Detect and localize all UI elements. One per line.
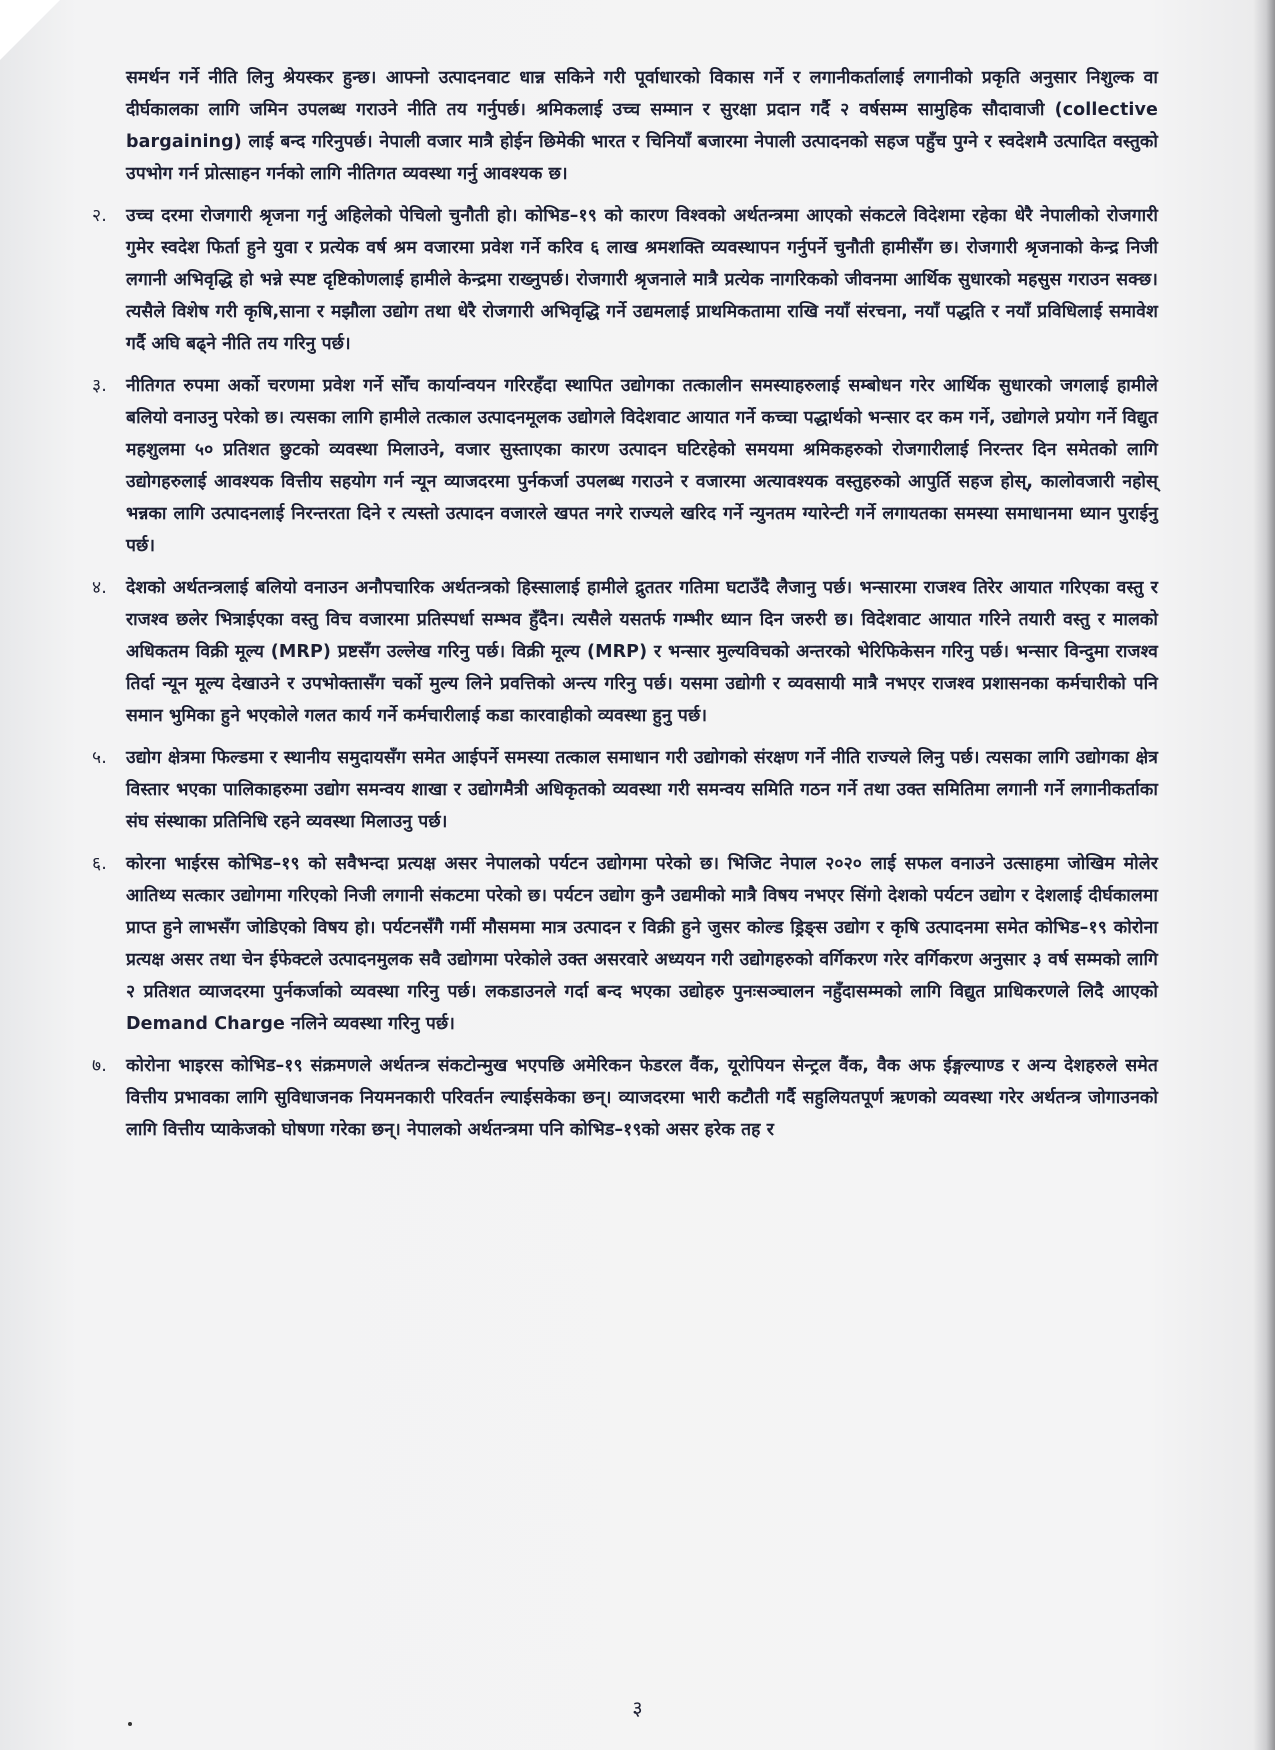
page-edge-shadow	[1253, 0, 1275, 1750]
list-item-7	[92, 1050, 1158, 1146]
item-text: देशको अर्थतन्त्रलाई बलियो वनाउन अनौपचारिक अर्थतन्त्रको हिस्सालाई हामीले द्रुततर गतिमा घटाउँदै लैजानु पर्छ। भन्सारमा राजश्व तिरेर आयात गरिएका वस्तु र राजश्व छलेर भित्राईएका वस्तु विच वजारमा प्रतिस्पर्धा सम्भव हुँदैन। त्यसैले यसतर्फ गम्भीर ध्यान दिन जरुरी छ। विदेशवाट आयात गरिने तयारी वस्तु र मालको अधिकतम विक्री मूल्य (MRP) प्रष्टसँग उल्लेख गरिनु पर्छ। विक्री मूल्य (MRP) र भन्सार मुल्यविचको अन्तरको भेरिफिकेसन गरिनु पर्छ। भन्सार विन्दुमा राजश्व तिर्दा न्यून मूल्य देखाउने र उपभोक्तासँग चर्को मुल्य लिने प्रवत्तिको अन्त्य गरिनु पर्छ। यसमा उद्योगी र व्यवसायी मात्रै नभएर राजश्व प्रशासनका कर्मचारीको पनि समान भुमिका हुने भएकोले गलत कार्य गर्ने कर्मचारीलाई कडा कारवाहीको व्यवस्था हुनु पर्छ।	[126, 578, 1158, 726]
item-number: २.	[92, 206, 107, 226]
item-text: उद्योग क्षेत्रमा फिल्डमा र स्थानीय समुदायसँग समेत आईपर्ने समस्या तत्काल समाधान गरी उद्योगको संरक्षण गर्ने नीति राज्यले लिनु पर्छ। त्यसका लागि उद्योगका क्षेत्र विस्तार भएका पालिकाहरुमा उद्योग समन्वय शाखा र उद्योगमैत्री अधिकृतको व्यवस्था गरी समन्वय समिति गठन गर्ने तथा उक्त समितिमा लगानी गर्ने लगानीकर्ताका संघ संस्थाका प्रतिनिधि रहने व्यवस्था मिलाउनु पर्छ।	[126, 748, 1158, 832]
item-number: ४.	[92, 578, 107, 598]
page-number: ३	[632, 1696, 643, 1720]
list-item-3	[92, 370, 1158, 562]
item-number: ५.	[92, 748, 107, 768]
list-item-5	[92, 742, 1158, 838]
item-text: कोरोना भाइरस कोभिड–१९ संक्रमणले अर्थतन्त्र संकटोन्मुख भएपछि अमेरिकन फेडरल वैंक, यूरोपियन सेन्ट्रल वैंक, वैक अफ ईङ्गल्याण्ड र अन्य देशहरुले समेत वित्तीय प्रभावका लागि सुविधाजनक नियमनकारी परिवर्तन ल्याईसकेका छन्। व्याजदरमा भारी कटौती गर्दै सहुलियतपूर्ण ऋणको व्यवस्था गरेर अर्थतन्त्र जोगाउनको लागि वित्तीय प्याकेजको घोषणा गरेका छन्। नेपालको अर्थतन्त्रमा पनि कोभिड–१९को असर हरेक तह र	[126, 1056, 1158, 1140]
item-text: नीतिगत रुपमा अर्को चरणमा प्रवेश गर्ने सोँच कार्यान्वयन गरिरहँदा स्थापित उद्योगका तत्कालीन समस्याहरुलाई सम्बोधन गरेर आर्थिक सुधारको जगलाई हामीले बलियो वनाउनु परेको छ। त्यसका लागि हामीले तत्काल उत्पादनमूलक उद्योगले विदेशवाट आयात गर्ने कच्चा पद्धार्थको भन्सार दर कम गर्ने, उद्योगले प्रयोग गर्ने विद्युत महशुलमा ५० प्रतिशत छुटको व्यवस्था मिलाउने, वजार सुस्ताएका कारण उत्पादन घटिरहेको समयमा श्रमिकहरुको रोजगारीलाई निरन्तर दिन समेतको लागि उद्योगहरुलाई आवश्यक वित्तीय सहयोग गर्न न्यून व्याजदरमा पुर्नकर्जा उपलब्ध गराउने र वजारमा अत्यावश्यक वस्तुहरुको आपुर्ति सहज होस्, कालोवजारी नहोस् भन्नका लागि उत्पादनलाई निरन्तरता दिने र त्यस्तो उत्पादन वजारले खपत नगरे राज्यले खरिद गर्ने न्युनतम ग्यारेन्टी गर्ने लगायतका समस्या समाधानमा ध्यान पुराईनु पर्छ।	[126, 376, 1158, 556]
scan-speck	[128, 1722, 132, 1726]
paragraph-text: समर्थन गर्ने नीति लिनु श्रेयस्कर हुन्छ। आफ्नो उत्पादनवाट धान्न सकिने गरी पूर्वाधारको विकास गर्ने र लगानीकर्तालाई लगानीको प्रकृति अनुसार निशुल्क वा दीर्घकालका लागि जमिन उपलब्ध गराउने नीति तय गर्नुपर्छ। श्रमिकलाई उच्च सम्मान र सुरक्षा प्रदान गर्दै २ वर्षसम्म सामुहिक सौदावाजी (collective bargaining) लाई बन्द गरिनुपर्छ। नेपाली वजार मात्रै होईन छिमेकी भारत र चिनियाँ बजारमा नेपाली उत्पादनको सहज पहुँच पुग्ने र स्वदेशमै उत्पादित वस्तुको उपभोग गर्न प्रोत्साहन गर्नको लागि नीतिगत व्यवस्था गर्नु आवश्यक छ।	[126, 68, 1158, 184]
list-item-6	[92, 848, 1158, 1040]
list-item-4	[92, 572, 1158, 732]
document-body	[92, 62, 1158, 1156]
item-number: ७.	[92, 1056, 107, 1076]
item-text: कोरना भाईरस कोभिड–१९ को सवैभन्दा प्रत्यक्ष असर नेपालको पर्यटन उद्योगमा परेको छ। भिजिट नेपाल २०२० लाई सफल वनाउने उत्साहमा जोखिम मोलेर आतिथ्य सत्कार उद्योगमा गरिएको निजी लगानी संकटमा परेको छ। पर्यटन उद्योग कुनै उद्यमीको मात्रै विषय नभएर सिंगो देशको पर्यटन उद्योग र देशलाई दीर्घकालमा प्राप्त हुने लाभसँग जोडिएको विषय हो। पर्यटनसँगै गर्मी मौसममा मात्र उत्पादन र विक्री हुने जुसर कोल्ड ड्रिङ्स उद्योग र कृषि उत्पादनमा समेत कोभिड–१९ कोरोना प्रत्यक्ष असर तथा चेन ईफेक्टले उत्पादनमुलक सवै उद्योगमा परेकोले उक्त असरवारे अध्ययन गरी उद्योगहरुको वर्गिकरण गरेर वर्गिकरण अनुसार ३ वर्ष सम्मको लागि २ प्रतिशत व्याजदरमा पुर्नकर्जाको व्यवस्था गरिनु पर्छ। लकडाउनले गर्दा बन्द भएका उद्योहरु पुनःसञ्चालन नहुँदासम्मको लागि विद्युत प्राधिकरणले लिदै आएको Demand Charge नलिने व्यवस्था गरिनु पर्छ।	[126, 854, 1158, 1034]
folded-corner	[0, 0, 60, 60]
item-number: ६.	[92, 854, 107, 874]
paragraph-continuation	[92, 62, 1158, 190]
item-number: ३.	[92, 376, 107, 396]
item-text: उच्च दरमा रोजगारी श्रृजना गर्नु अहिलेको पेचिलो चुनौती हो। कोभिड–१९ को कारण विश्वको अर्थतन्त्रमा आएको संकटले विदेशमा रहेका धेरै नेपालीको रोजगारी गुमेर स्वदेश फिर्ता हुने युवा र प्रत्येक वर्ष श्रम वजारमा प्रवेश गर्ने करिव ६ लाख श्रमशक्ति व्यवस्थापन गर्नुपर्ने चुनौती हामीसँग छ। रोजगारी श्रृजनाको केन्द्र निजी लगानी अभिवृद्धि हो भन्ने स्पष्ट दृष्टिकोणलाई हामीले केन्द्रमा राख्नुपर्छ। रोजगारी श्रृजनाले मात्रै प्रत्येक नागरिकको जीवनमा आर्थिक सुधारको महसुस गराउन सक्छ। त्यसैले विशेष गरी कृषि,साना र मझौला उद्योग तथा धेरै रोजगारी अभिवृद्धि गर्ने उद्यमलाई प्राथमिकतामा राखि नयाँ संरचना, नयाँ पद्धति र नयाँ प्रविधिलाई समावेश गर्दै अघि बढ्ने नीति तय गरिनु पर्छ।	[126, 206, 1159, 354]
list-item-2	[92, 200, 1158, 360]
